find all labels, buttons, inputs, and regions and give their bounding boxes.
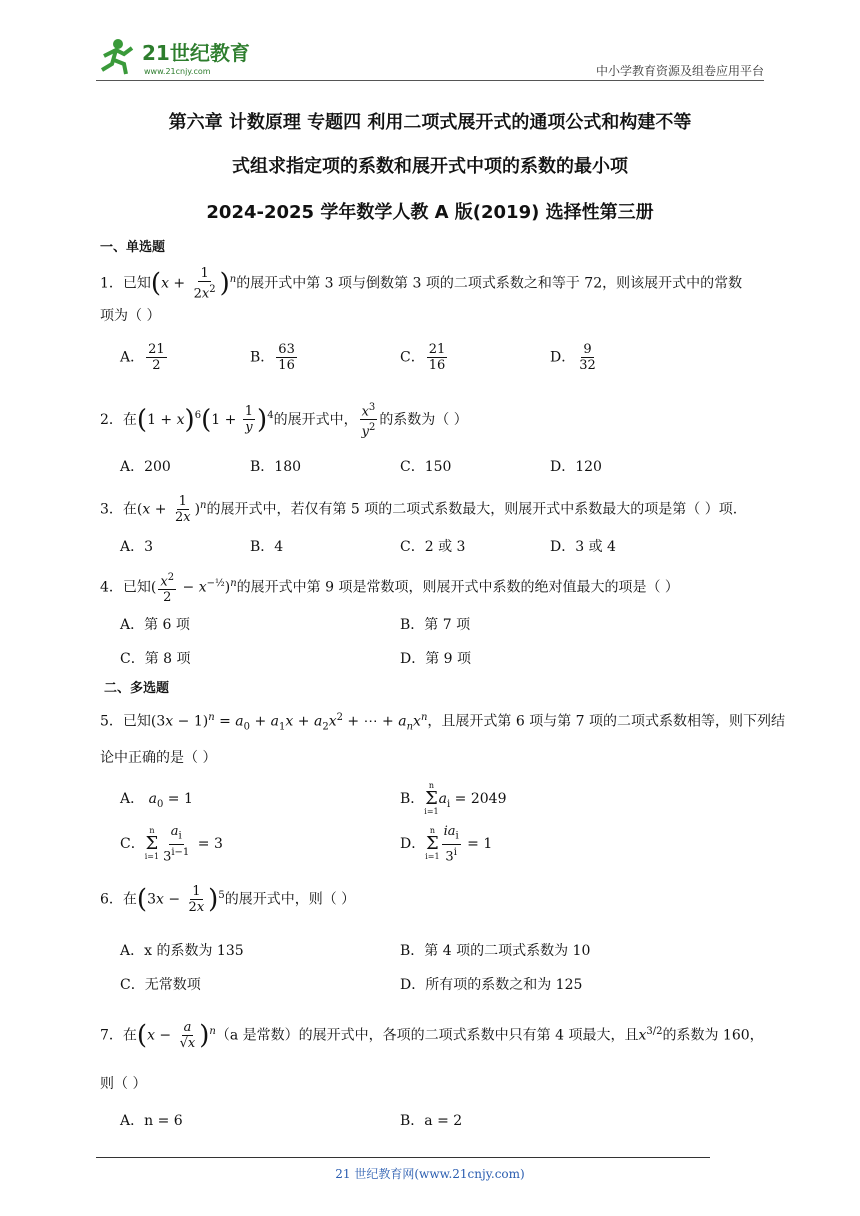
- q4-option-d[interactable]: D．第 9 项: [400, 651, 472, 667]
- q4-option-c[interactable]: C．第 8 项: [120, 651, 191, 667]
- q5-option-c[interactable]: C． n Σ i=1 $\frac{a_i}{3^{i-1}}$ = 3: [120, 824, 223, 864]
- q6-option-a[interactable]: A．x 的系数为 135: [120, 943, 244, 959]
- logo-runner-icon: [96, 34, 256, 78]
- q2-option-a[interactable]: A．200: [120, 459, 171, 475]
- q1-option-c[interactable]: C． $\frac{21}{16}$: [400, 342, 446, 373]
- q1-text-line2: 项为（ ）: [100, 308, 161, 324]
- q6-option-c[interactable]: C．无常数项: [120, 977, 201, 993]
- question-1: 1．已知(x + $\frac{1}{2x^2}$ )$^n$的展开式中第 3 项与倒数第 3 项的二项式系数之和等于 72，则该展开式中的常数: [100, 266, 743, 302]
- logo: [96, 34, 256, 78]
- question-4: 4．已知( $\frac{x^2}{2}$ − $x^{-\frac{1}{2}})^n$的展开式中第 9 项是常数项，则展开式中系数的绝对值最大的项是（ ）: [100, 572, 679, 606]
- q3-option-b[interactable]: B．4: [250, 539, 284, 555]
- question-2: 2．在$(1 + x)^6(1$ + $\frac{1}{y}$ )$^4$的展开式中， $\frac{x^3}{y^2}$ 的系数为（ ）: [100, 402, 468, 440]
- title-line2: 式组求指定项的系数和展开式中项的系数的最小项: [232, 156, 628, 177]
- header-divider: [96, 80, 764, 81]
- q6-option-b[interactable]: B．第 4 项的二项式系数为 10: [400, 943, 591, 959]
- q1-text: 的展开式中第 3 项与倒数第 3 项的二项式系数之和等于 72，则该展开式中的常数: [236, 275, 743, 292]
- q4-option-b[interactable]: B．第 7 项: [400, 617, 471, 633]
- svg-text:21世纪教育: 21世纪教育: [142, 41, 250, 65]
- footer-text[interactable]: 21 世纪教育网(www.21cnjy.com): [335, 1167, 525, 1181]
- q2-option-b[interactable]: B．180: [250, 459, 302, 475]
- question-3: 3．在(x + $\frac{1}{2x}$ )$^n$的展开式中，若仅有第 5 项的二项式系数最大，则展开式中系数最大的项是第（ ）项.: [100, 494, 738, 525]
- platform-name: 中小学教育资源及组卷应用平台: [595, 64, 764, 78]
- question-5: 5．已知$(3x - 1)^n = a_0 + a_1x + a_2x^2$ + ⋯ + $a_nx^n$，且展开式第 6 项与第 7 项的二项式系数相等，则下列结: [100, 712, 786, 733]
- svg-text:www.21cnjy.com: www.21cnjy.com: [144, 67, 211, 76]
- q3-option-a[interactable]: A．3: [120, 539, 154, 555]
- section-multiple-choice: 二、多选题: [104, 681, 170, 696]
- title-line1: 第六章 计数原理 专题四 利用二项式展开式的通项公式和构建不等: [168, 112, 692, 133]
- q1-prefix: 1．已知: [100, 275, 151, 292]
- question-7: 7．在(x − $\frac{a}{√x}$ )$^n$（a 是常数）的展开式中，各项的二项式系数中只有第 4 项最大，且$x^{3/2}$的系数为 160，: [100, 1020, 764, 1051]
- title-line3: 2024-2025 学年数学人教 A 版(2019) 选择性第三册: [206, 202, 654, 223]
- q5-option-a[interactable]: A． $a_0 = 1$: [120, 791, 193, 810]
- q2-option-d[interactable]: D．120: [550, 459, 602, 475]
- q2-option-c[interactable]: C．150: [400, 459, 452, 475]
- q1-option-b[interactable]: B． $\frac{63}{16}$: [250, 342, 295, 373]
- q4-option-a[interactable]: A．第 6 项: [120, 617, 190, 633]
- q7-text-line2: 则（ ）: [100, 1076, 147, 1092]
- q5-option-d[interactable]: D． n Σ i=1 $\frac{ia_i}{3^i}$ = 1: [400, 824, 493, 864]
- footer-divider: [96, 1157, 710, 1158]
- q5-option-b[interactable]: B． n Σ i=1 $a_i = 2049$: [400, 781, 507, 816]
- q7-option-a[interactable]: A．n = 6: [120, 1113, 183, 1129]
- q1-option-d[interactable]: D． $\frac{9}{32}$: [550, 342, 596, 373]
- q3-option-c[interactable]: C．2 或 3: [400, 539, 466, 555]
- q6-option-d[interactable]: D．所有项的系数之和为 125: [400, 977, 583, 993]
- q3-option-d[interactable]: D．3 或 4: [550, 539, 616, 555]
- q7-option-b[interactable]: B．a = 2: [400, 1113, 463, 1129]
- q1-option-a[interactable]: A． $\frac{21}{2}$: [120, 342, 165, 373]
- question-6: 6．在(3x − $\frac{1}{2x}$ )$^5$的展开式中，则（ ）: [100, 884, 356, 915]
- q5-text-line2: 论中正确的是（ ）: [100, 750, 217, 766]
- section-single-choice: 一、单选题: [100, 240, 166, 255]
